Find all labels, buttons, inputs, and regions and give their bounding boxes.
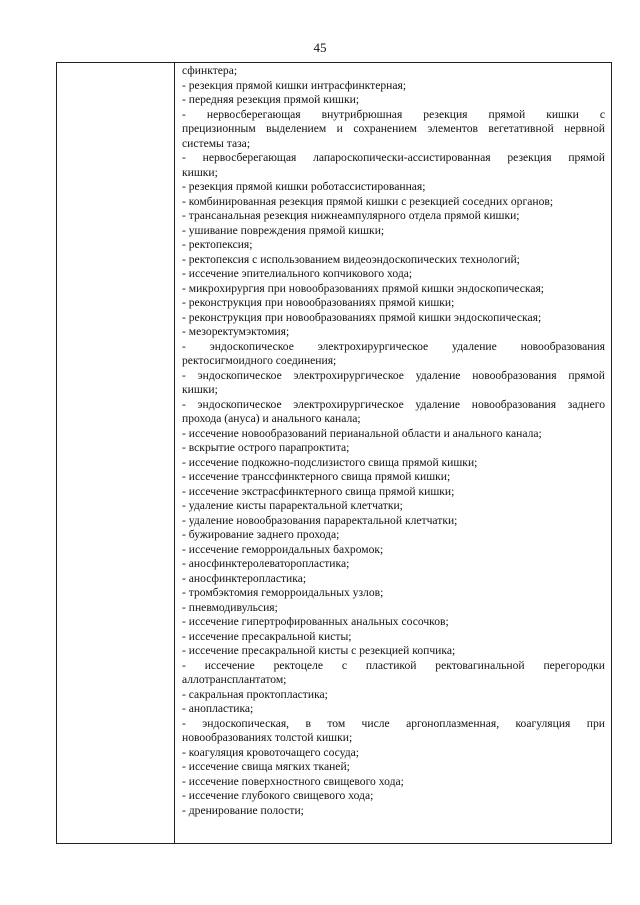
procedure-line: - иссечение новообразований перианальной области и анального канала; <box>182 426 542 440</box>
procedure-line: - удаление новообразования параректальной клетчатки; <box>182 513 458 527</box>
procedure-line: - иссечение свища мягких тканей; <box>182 760 350 773</box>
procedure-line: - микрохирургия при новообразованиях прямой кишки эндоскопическая; <box>182 281 545 295</box>
procedure-line: - иссечение пресакральной кисты с резекцией копчика; <box>182 644 456 657</box>
procedure-line: - аносфинктеропластика; <box>182 571 307 585</box>
procedure-line: - тромбэктомия геморроидальных узлов; <box>182 586 384 599</box>
procedure-line: - передняя резекция прямой кишки; <box>182 93 360 106</box>
procedure-line: ректосигмоидного соединения; <box>182 354 337 367</box>
procedure-line: - дренирование полости; <box>182 803 304 817</box>
procedure-line: - иссечение подкожно-подслизистого свища прямой кишки; <box>182 455 478 469</box>
procedure-line: - иссечение геморроидальных бахромок; <box>182 542 384 556</box>
procedure-line: системы таза; <box>182 136 251 150</box>
procedure-line: - трансанальная резекция нижнеампулярного отдела прямой кишки; <box>182 209 520 222</box>
procedure-line: - иссечение пресакральной кисты; <box>182 629 352 643</box>
procedure-line: - эндоскопическое электрохирургическое удаление новообразования заднего <box>182 397 605 411</box>
procedure-list-cell <box>182 64 605 818</box>
procedure-line: - аносфинктеролеваторопластика; <box>182 557 350 570</box>
procedure-table <box>56 62 612 844</box>
procedure-line: прецизионным выделением и сохранением элементов вегетативной нервной <box>182 122 605 135</box>
procedure-line: - эндоскопическое электрохирургическое удаление новообразования <box>182 339 605 353</box>
procedure-line: - бужирование заднего прохода; <box>182 528 340 541</box>
procedure-line: кишки; <box>182 383 218 396</box>
procedure-line: - удаление кисты параректальной клетчатки; <box>182 499 403 512</box>
procedure-line: - реконструкция при новообразованиях прямой кишки; <box>182 296 455 309</box>
procedure-line: - нервосберегающая лапароскопически-ассистированная резекция прямой <box>182 151 605 164</box>
procedure-line: - иссечение ректоцеле с пластикой ректовагинальной перегородки <box>182 658 605 672</box>
procedure-line: - резекция прямой кишки роботассистированная; <box>182 180 426 193</box>
procedure-line: - мезоректумэктомия; <box>182 325 290 338</box>
procedure-line: - иссечение экстрасфинктерного свища прямой кишки; <box>182 484 455 498</box>
procedure-line: - ушивание повреждения прямой кишки; <box>182 223 385 237</box>
procedure-line: - эндоскопическое электрохирургическое удаление новообразования прямой <box>182 368 605 382</box>
procedure-line: - иссечение эпителиального копчикового хода; <box>182 267 413 280</box>
procedure-line: - нервосберегающая внутрибрюшная резекция прямой кишки с <box>182 107 605 121</box>
left-table-cell <box>57 63 174 843</box>
procedure-line: - иссечение поверхностного свищевого хода; <box>182 774 404 788</box>
procedure-line: - реконструкция при новообразованиях прямой кишки эндоскопическая; <box>182 310 542 324</box>
procedure-line: - комбинированная резекция прямой кишки с резекцией соседних органов; <box>182 194 554 208</box>
procedure-line: - анопластика; <box>182 702 254 715</box>
procedure-line: - резекция прямой кишки интрасфинктерная; <box>182 78 407 92</box>
procedure-line: - пневмодивульсия; <box>182 600 278 614</box>
procedure-line: прохода (ануса) и анального канала; <box>182 412 361 425</box>
procedure-line: - иссечение транссфинктерного свища прямой кишки; <box>182 470 451 483</box>
procedure-line: - эндоскопическая, в том числе аргоноплазменная, коагуляция при <box>182 716 605 730</box>
procedure-line: новообразованиях толстой кишки; <box>182 731 353 744</box>
page-number: 45 <box>313 40 327 55</box>
column-divider <box>174 63 175 843</box>
procedure-line: аллотрансплантатом; <box>182 673 287 686</box>
procedure-line: - коагуляция кровоточащего сосуда; <box>182 745 359 759</box>
procedure-line: кишки; <box>182 165 218 179</box>
procedure-line: - иссечение глубокого свищевого хода; <box>182 789 374 802</box>
procedure-line: - сакральная проктопластика; <box>182 687 328 701</box>
procedure-line: - иссечение гипертрофированных анальных сосочков; <box>182 615 449 628</box>
procedure-line: - ректопексия с использованием видеоэндоскопических технологий; <box>182 252 520 266</box>
procedure-line: - ректопексия; <box>182 238 253 251</box>
procedure-line: - вскрытие острого парапроктита; <box>182 441 350 454</box>
procedure-line: сфинктера; <box>182 64 238 77</box>
